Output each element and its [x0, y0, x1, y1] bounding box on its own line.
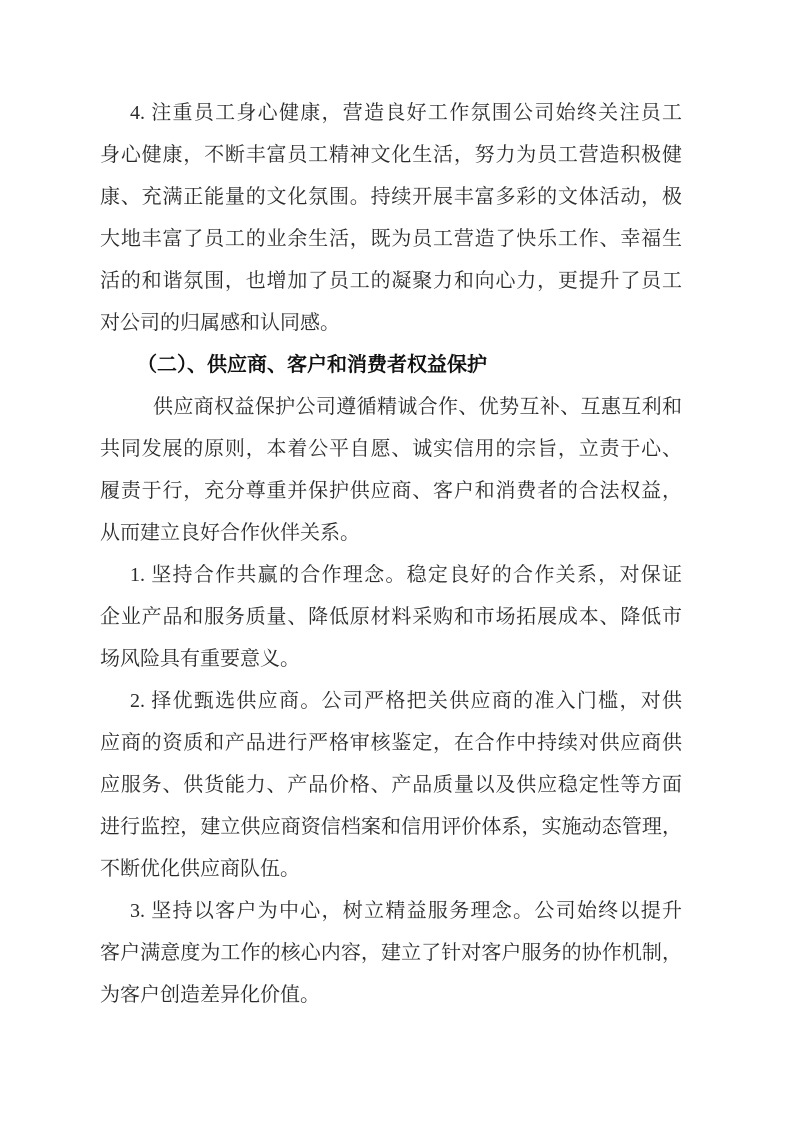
paragraph-line: 不断优化供应商队伍。	[100, 858, 300, 880]
paragraph-line: 为客户创造差异化价值。	[100, 984, 320, 1006]
text-body	[100, 92, 682, 1016]
paragraph-line: 场风险具有重要意义。	[100, 648, 300, 670]
paragraph-line: 进行监控，建立供应商资信档案和信用评价体系，实施动态管理，	[100, 816, 682, 838]
paragraph-line: 2. 择优甄选供应商。公司严格把关供应商的准入门槛，对供	[130, 690, 682, 712]
paragraph-line: 应商的资质和产品进行严格审核鉴定，在合作中持续对供应商供	[100, 732, 682, 754]
paragraph-line: 客户满意度为工作的核心内容，建立了针对客户服务的协作机制，	[100, 942, 682, 964]
paragraph-line: 1. 坚持合作共赢的合作理念。稳定良好的合作关系，对保证	[130, 564, 682, 586]
paragraph-line: 活的和谐氛围，也增加了员工的凝聚力和向心力，更提升了员工	[100, 270, 682, 292]
paragraph-line: 履责于行，充分尊重并保护供应商、客户和消费者的合法权益，	[100, 480, 682, 502]
section-heading: （二）、供应商、客户和消费者权益保护	[137, 354, 487, 376]
paragraph-line: 身心健康，不断丰富员工精神文化生活，努力为员工营造积极健	[100, 144, 682, 166]
paragraph-line: 共同发展的原则，本着公平自愿、诚实信用的宗旨，立责于心、	[100, 438, 682, 460]
paragraph-line: 大地丰富了员工的业余生活，既为员工营造了快乐工作、幸福生	[100, 228, 682, 250]
paragraph-line: 应服务、供货能力、产品价格、产品质量以及供应稳定性等方面	[100, 774, 682, 796]
paragraph-line: 从而建立良好合作伙伴关系。	[100, 522, 360, 544]
paragraph-line: 康、充满正能量的文化氛围。持续开展丰富多彩的文体活动，极	[100, 186, 682, 208]
paragraph-line: 供应商权益保护公司遵循精诚合作、优势互补、互惠互利和	[153, 396, 682, 418]
paragraph-line: 对公司的归属感和认同感。	[100, 312, 340, 334]
paragraph-line: 3. 坚持以客户为中心，树立精益服务理念。公司始终以提升	[130, 900, 682, 922]
paragraph-line: 企业产品和服务质量、降低原材料采购和市场拓展成本、降低市	[100, 606, 682, 628]
paragraph-line: 4. 注重员工身心健康，营造良好工作氛围公司始终关注员工	[130, 102, 682, 124]
